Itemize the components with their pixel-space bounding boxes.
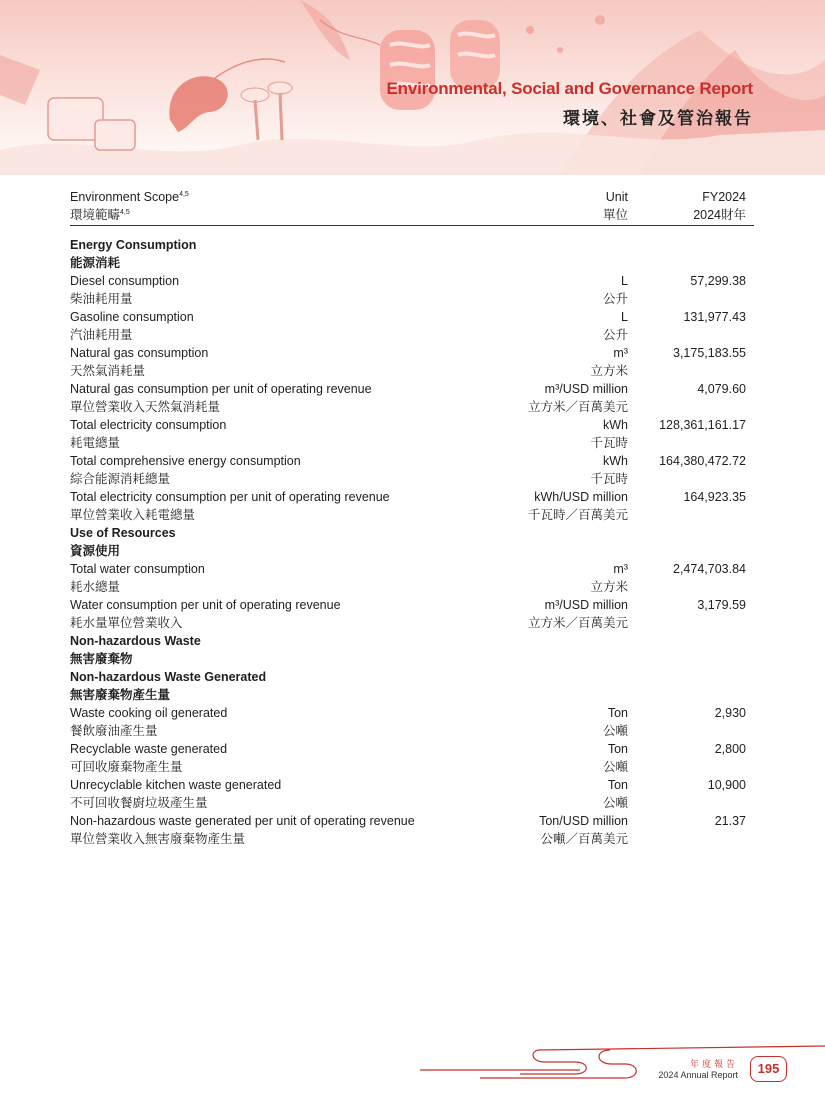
row-unit-zh: 立方米／百萬美元 (527, 400, 628, 414)
row-label (70, 272, 179, 308)
row-unit-en: L (621, 310, 628, 324)
row-value: 4,079.60 (697, 382, 746, 396)
row-value: 10,900 (707, 778, 746, 792)
row-label (70, 704, 227, 740)
row-unit-zh: 公噸 (602, 796, 628, 810)
header-scope: Environment Scope$^{4,5}$ 環境範疇$^{4,5}$ (70, 190, 189, 222)
row-value: 131,977.43 (683, 310, 746, 324)
row-unit-zh: 公升 (602, 292, 628, 306)
row-label-zh: 綜合能源消耗總量 (70, 472, 171, 486)
row-label-en: Total electricity consumption per unit of operating revenue (70, 490, 390, 504)
row-value: 57,299.38 (690, 274, 746, 288)
table-row (70, 488, 754, 524)
row-unit-zh: 千瓦時 (590, 472, 628, 486)
row-label-en: Total electricity consumption (70, 418, 227, 432)
table-row (70, 776, 754, 812)
row-value: 3,175,183.55 (673, 346, 746, 360)
row-unit-zh: 千瓦時／百萬美元 (527, 508, 628, 522)
row-unit-en: kWh (603, 418, 628, 432)
footer-label-en: 2024 Annual Report (658, 1070, 738, 1080)
row-label-zh: 汽油耗用量 (70, 328, 133, 342)
row-label-zh: 餐飲廢油產生量 (70, 724, 158, 738)
row-unit-en: m³ (613, 562, 628, 576)
row-unit (528, 380, 628, 416)
row-label-en: Unrecyclable kitchen waste generated (70, 778, 282, 792)
header-scope-en: Environment Scope (70, 190, 180, 204)
table-row (70, 596, 754, 632)
row-unit-zh: 公噸 (602, 724, 628, 738)
table-row (70, 740, 754, 776)
row-unit-en: Ton (607, 778, 628, 792)
row-label-en: Non-hazardous waste generated per unit of operating revenue (70, 814, 415, 828)
table-row (70, 560, 754, 596)
page-footer (0, 1040, 825, 1100)
row-unit (603, 740, 628, 776)
table-row (70, 416, 754, 452)
row-label-en: Recyclable waste generated (70, 742, 228, 756)
footer-label-zh: 年度報告 (689, 1059, 738, 1069)
row-value: 164,380,472.72 (659, 454, 746, 468)
report-title-zh: 環境、社會及管治報告 (563, 109, 753, 128)
row-label-zh: 柴油耗用量 (70, 292, 133, 306)
row-label-en: Non-hazardous Waste Generated (70, 670, 267, 684)
row-label-zh: 無害廢棄物 (70, 652, 133, 666)
row-value: 3,179.59 (697, 598, 746, 612)
table-row (70, 272, 754, 308)
row-unit-en: Ton/USD million (539, 814, 628, 828)
row-value: 128,361,161.17 (659, 418, 746, 432)
row-label-en: Total water consumption (70, 562, 205, 576)
section-header-row (70, 236, 754, 272)
row-unit-en: Ton (607, 742, 628, 756)
row-unit-en: m³/USD million (544, 598, 628, 612)
row-label-zh: 天然氣消耗量 (70, 364, 146, 378)
row-label-zh: 資源使用 (70, 544, 121, 558)
row-unit (603, 272, 628, 308)
row-unit-zh: 公噸 (602, 760, 628, 774)
report-title: Environmental, Social and Governance Report (386, 79, 753, 98)
row-value: 164,923.35 (683, 490, 746, 504)
table-row (70, 344, 754, 380)
row-label-zh: 耗電總量 (70, 436, 121, 450)
row-label (70, 668, 266, 704)
row-label-zh: 可回收廢棄物產生量 (70, 760, 183, 774)
row-label-en: Diesel consumption (70, 274, 180, 288)
row-label-en: Natural gas consumption (70, 346, 209, 360)
row-label (70, 776, 281, 812)
table-row (70, 704, 754, 740)
table-header (70, 188, 754, 226)
header-year-en: FY2024 (702, 190, 746, 204)
row-unit-en: Ton (607, 706, 628, 720)
row-label-en: Non-hazardous Waste (70, 634, 201, 648)
row-label (70, 236, 196, 272)
row-label (70, 308, 194, 344)
table-row (70, 380, 754, 416)
row-unit-zh: 立方米／百萬美元 (527, 616, 628, 630)
row-label (70, 524, 176, 560)
header-scope-note: 4,5 (179, 191, 189, 198)
row-unit (603, 776, 628, 812)
row-label (70, 380, 372, 416)
row-unit-en: L (621, 274, 628, 288)
row-label (70, 488, 390, 524)
row-unit (590, 452, 628, 488)
header-year (693, 188, 746, 224)
environment-data-table (70, 188, 754, 848)
row-label-en: Use of Resources (70, 526, 176, 540)
section-header-row (70, 668, 754, 704)
row-label-en: Total comprehensive energy consumption (70, 454, 301, 468)
row-label-zh: 耗水總量 (70, 580, 121, 594)
row-label-en: Energy Consumption (70, 238, 197, 252)
row-unit (590, 560, 628, 596)
row-unit-zh: 公噸／百萬美元 (540, 832, 628, 846)
section-header-row (70, 632, 754, 668)
row-label (70, 344, 208, 380)
row-label-zh: 不可回收餐廚垃圾產生量 (70, 796, 208, 810)
row-label-en: Waste cooking oil generated (70, 706, 228, 720)
header-unit-en: Unit (605, 190, 628, 204)
row-label (70, 416, 226, 452)
row-unit (603, 308, 628, 344)
header-unit-zh: 單位 (602, 208, 628, 222)
row-unit (528, 596, 628, 632)
row-value: 2,800 (714, 742, 746, 756)
row-label (70, 560, 205, 596)
row-label (70, 812, 415, 848)
row-label-en: Natural gas consumption per unit of operating revenue (70, 382, 372, 396)
row-unit (539, 812, 628, 848)
table-row (70, 308, 754, 344)
page-number: 195 (750, 1056, 787, 1082)
row-label-zh: 單位營業收入天然氣消耗量 (70, 400, 221, 414)
row-unit (590, 416, 628, 452)
row-unit-zh: 公升 (602, 328, 628, 342)
row-value: 21.37 (714, 814, 746, 828)
row-unit-en: kWh/USD million (534, 490, 628, 504)
row-label-zh: 無害廢棄物產生量 (70, 688, 171, 702)
row-label (70, 596, 341, 632)
row-value: 2,930 (714, 706, 746, 720)
row-value: 2,474,703.84 (673, 562, 746, 576)
row-unit (603, 704, 628, 740)
row-label-zh: 耗水量單位營業收入 (70, 616, 183, 630)
section-header-row (70, 524, 754, 560)
row-unit-en: m³ (613, 346, 628, 360)
row-unit-zh: 千瓦時 (590, 436, 628, 450)
row-unit (590, 344, 628, 380)
row-unit (528, 488, 628, 524)
table-body (70, 236, 754, 848)
row-label-zh: 單位營業收入無害廢棄物產生量 (70, 832, 246, 846)
row-unit-zh: 立方米 (590, 364, 628, 378)
row-label (70, 452, 301, 488)
row-label-zh: 單位營業收入耗電總量 (70, 508, 196, 522)
row-label (70, 632, 201, 668)
row-label-en: Gasoline consumption (70, 310, 194, 324)
row-label (70, 740, 227, 776)
row-unit-en: kWh (603, 454, 628, 468)
header-year-zh: 2024財年 (693, 208, 746, 222)
table-row (70, 812, 754, 848)
row-unit-en: m³/USD million (544, 382, 628, 396)
header-scope-zh: 環境範疇 (70, 208, 121, 222)
shrimp-shape (169, 76, 227, 132)
row-label-en: Water consumption per unit of operating revenue (70, 598, 341, 612)
row-unit-zh: 立方米 (590, 580, 628, 594)
row-label-zh: 能源消耗 (70, 256, 121, 270)
header-unit (603, 188, 628, 224)
table-row (70, 452, 754, 488)
